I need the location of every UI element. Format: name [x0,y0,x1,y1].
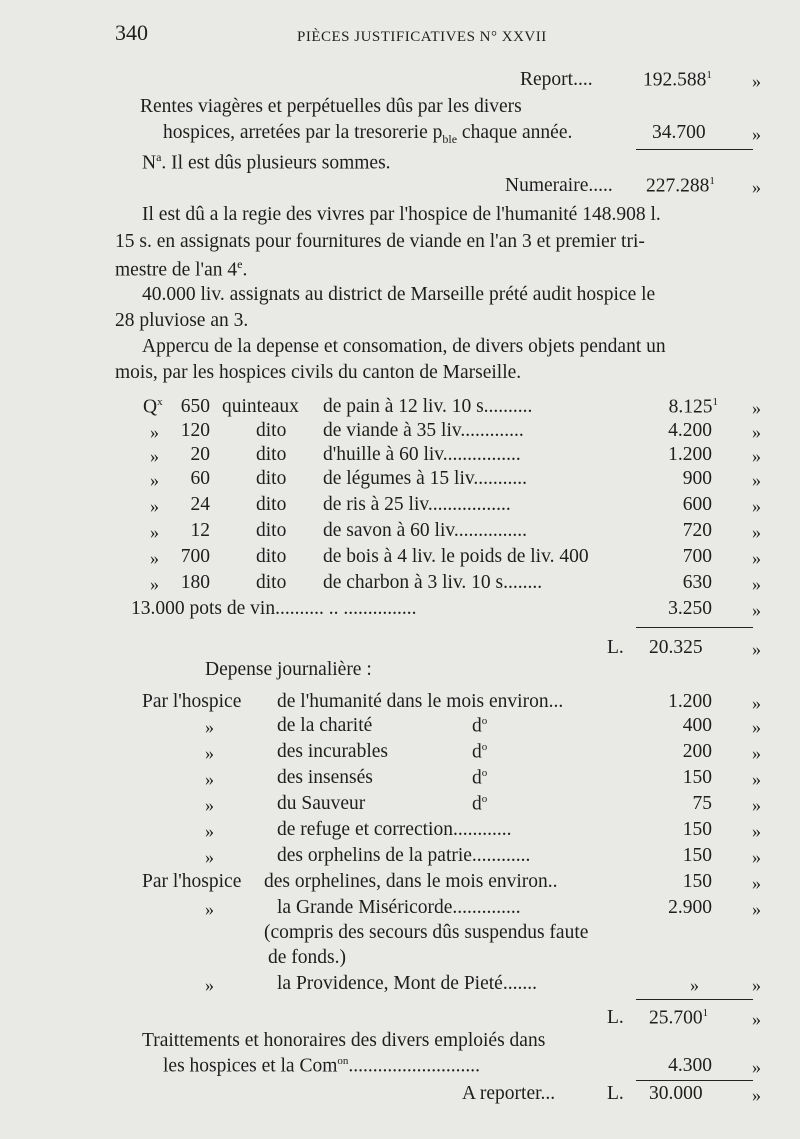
ditto-mark: » [205,717,214,737]
page-number: 340 [115,20,148,45]
paragraph-1-line-2: 15 s. en assignats pour fournitures de viande en l'an 3 et premier tri- [115,231,645,252]
providence-amount: » [690,975,699,995]
sum-rule [636,1080,753,1081]
hospice-name: des orphelines, dans le mois environ.. [264,871,558,892]
paragraph-1-line-1: Il est dû a la regie des vivres par l'hospice de l'humanité 148.908 l. [142,204,661,225]
note-line-2: de fonds.) [268,947,346,968]
ditto-mark: » [752,1085,761,1105]
unit: dito [256,572,287,593]
paragraph-2-line-1: 40.000 liv. assignats au district de Marseille prété audit hospice le [142,284,656,305]
unit: quinteaux [222,396,299,417]
daily-heading: Depense journalière : [205,659,372,680]
consumption-total-prefix: L. [607,637,624,658]
unit: dito [256,520,287,541]
note-line-1: (compris des secours dûs suspendus faute [264,922,589,943]
ditto-mark: » [205,899,214,919]
sum-rule [636,149,753,150]
desc: de charbon à 3 liv. 10 s........ [323,572,543,593]
ditto-abbr: $d^o$ [472,793,488,815]
paragraph-3-line-2: mois, par les hospices civils du canton de Marseille. [115,362,522,383]
ditto-mark: » [752,446,761,466]
desc: de pain à 12 liv. 10 s.......... [323,396,533,417]
ditto-mark: » [752,847,761,867]
ditto-mark: » [205,769,214,789]
ditto-abbr: $d^o$ [472,767,488,789]
paragraph-3-line-1: Appercu de la depense et consomation, de divers objets pendant un [142,336,666,357]
ditto-mark: » [752,574,761,594]
ditto-mark: » [752,422,761,442]
desc: d'huille à 60 liv................ [323,444,521,465]
qty: 700 [180,546,210,567]
vin-amount: 3.250 [668,598,712,619]
ditto-mark: » [752,769,761,789]
amount: 2.900 [668,897,712,918]
qty: 12 [190,520,210,541]
ditto-mark: » [752,795,761,815]
ditto-mark: » [752,71,761,91]
paragraph-2-line-2: 28 pluviose an 3. [115,310,249,331]
unit: dito [256,546,287,567]
qty: 180 [180,572,210,593]
ditto-mark: » [150,574,159,594]
amount: 150 [682,845,712,866]
ditto-mark: » [150,446,159,466]
amount: 400 [682,715,712,736]
ditto-mark: » [752,899,761,919]
amount: 720 [682,520,712,541]
par-hospice-label: Par l'hospice [142,871,242,892]
qty: 24 [190,494,210,515]
na-line: $N^a$. Il est dûs plusieurs sommes. [142,150,391,174]
ditto-mark: » [752,717,761,737]
qty: 650 [180,396,210,417]
desc: de légumes à 15 liv........... [323,468,527,489]
par-hospice-label: Par l'hospice [142,691,242,712]
hospice-name: des incurables [277,741,389,762]
vin-label: 13.000 pots de vin.......... .. ............... [131,598,417,619]
amount: 4.200 [668,420,712,441]
desc: de viande à 35 liv............. [323,420,524,441]
amount: 630 [682,572,712,593]
qty: 60 [190,468,210,489]
traittements-line-1: Traittements et honoraires des divers emploiés dans [142,1030,546,1051]
ditto-mark: » [752,639,761,659]
amount: 8.125$^1$ [668,396,718,418]
sum-rule [636,999,753,1000]
consumption-total: 20.325 [649,637,703,658]
hospice-name: de l'humanité dans le mois environ... [277,691,564,712]
ditto-mark: » [752,470,761,490]
traittements-amount: 4.300 [668,1055,712,1076]
providence-label: la Providence, Mont de Pieté....... [277,973,537,994]
ditto-mark: » [752,522,761,542]
unit: dito [256,444,287,465]
ditto-mark: » [752,873,761,893]
ditto-mark: » [752,177,761,197]
ditto-mark: » [752,496,761,516]
amount: 150 [682,819,712,840]
rentes-amount: 34.700 [652,122,706,143]
ditto-mark: » [752,693,761,713]
hospice-name: la Grande Miséricorde.............. [277,897,521,918]
ditto-mark: » [205,795,214,815]
daily-total: 25.700$^1$ [649,1007,709,1029]
desc: de bois à 4 liv. le poids de liv. 400 [323,546,589,567]
ditto-abbr: $d^o$ [472,715,488,737]
ditto-mark: » [205,743,214,763]
numeraire-label: Numeraire..... [505,175,613,196]
rentes-line-1: Rentes viagères et perpétuelles dûs par les divers [140,96,522,117]
ditto-mark: » [752,548,761,568]
hospice-name: des insensés [277,767,373,788]
ditto-mark: » [752,124,761,144]
ditto-mark: » [752,1057,761,1077]
reporter-label: A reporter... [462,1083,556,1104]
rentes-line-2: hospices, arretées par la tresorerie $p_{ble}$ chaque année. [163,122,573,146]
ditto-mark: » [752,743,761,763]
unit: dito [256,420,287,441]
paragraph-1-line-3: mestre de l'an 4e. [115,257,248,281]
ditto-mark: » [752,600,761,620]
qty: 20 [190,444,210,465]
amount: 75 [692,793,712,814]
amount: 600 [682,494,712,515]
ditto-mark: » [752,398,761,418]
hospice-name: du Sauveur [277,793,366,814]
desc: de savon à 60 liv............... [323,520,527,541]
reporter-amount: 30.000 [649,1083,703,1104]
ditto-mark: » [752,975,761,995]
hospice-name: des orphelins de la patrie............ [277,845,531,866]
traittements-line-2: les hospices et la Com$^{on}$........................... [163,1055,481,1077]
numeraire-amount: 227.288$^1$ [646,175,715,197]
desc: de ris à 25 liv................. [323,494,511,515]
unit: dito [256,494,287,515]
running-title: PIÈCES JUSTIFICATIVES N° XXVII [297,29,547,45]
ditto-mark: » [150,496,159,516]
amount: 1.200 [668,444,712,465]
amount: 700 [682,546,712,567]
ditto-mark: » [205,847,214,867]
hospice-name: de refuge et correction............ [277,819,512,840]
report-label: Report.... [520,69,593,90]
ditto-mark: » [150,422,159,442]
amount: 150 [682,871,712,892]
ditto-mark: » [752,821,761,841]
ditto-mark: » [150,470,159,490]
ditto-mark: » [752,1009,761,1029]
amount: 150 [682,767,712,788]
ditto-mark: » [205,821,214,841]
amount: 200 [682,741,712,762]
unit: dito [256,468,287,489]
ditto-mark: » [150,548,159,568]
qty: 120 [180,420,210,441]
ditto-mark: » [205,975,214,995]
qx-mark: $Q^x$ [143,396,163,418]
sum-rule [636,627,753,628]
amount: 1.200 [668,691,712,712]
hospice-name: de la charité [277,715,373,736]
daily-total-prefix: L. [607,1007,624,1028]
reporter-prefix: L. [607,1083,624,1104]
ditto-abbr: $d^o$ [472,741,488,763]
report-amount: 192.588$^1$ [643,69,712,91]
amount: 900 [682,468,712,489]
ditto-mark: » [150,522,159,542]
